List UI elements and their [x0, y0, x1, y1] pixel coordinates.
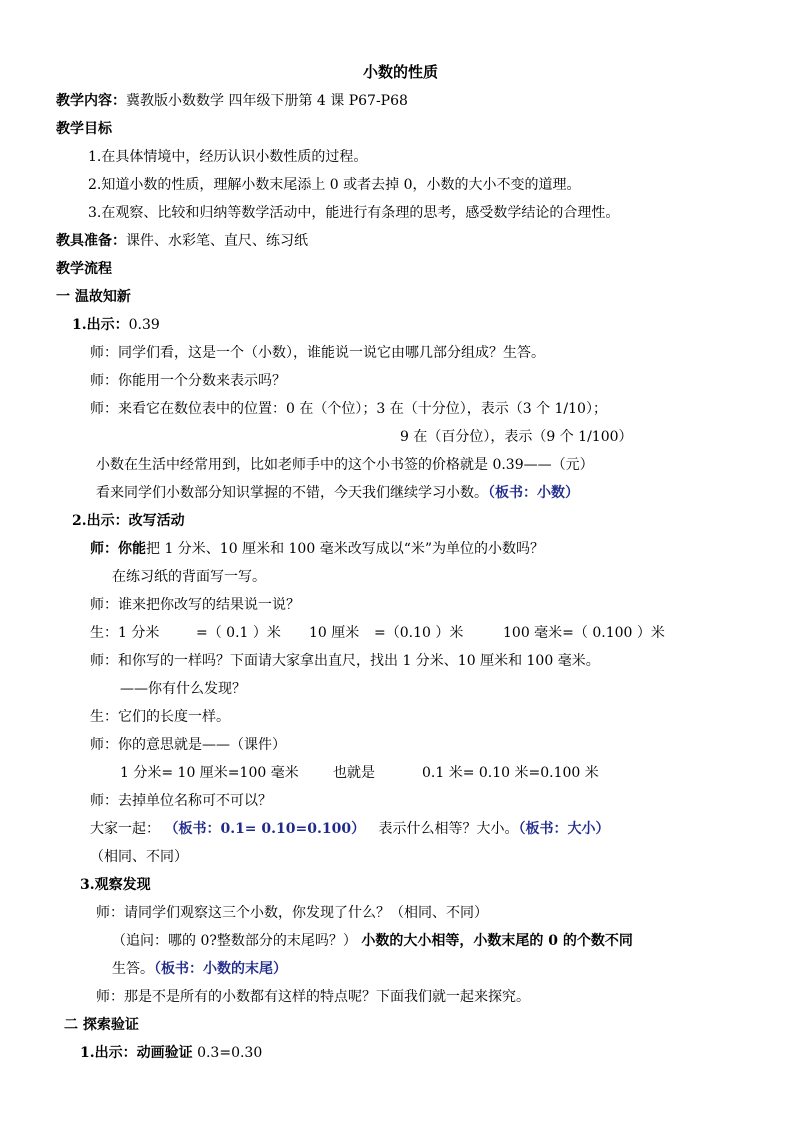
student-answer: =（0.10 ）米	[374, 625, 464, 641]
student-line-label: 生：1 分米	[90, 625, 160, 641]
flow-heading: 教学流程	[56, 261, 112, 277]
equation-connector: 也就是	[333, 765, 375, 781]
equation: 0.1 米= 0.10 米=0.100 米	[422, 765, 599, 781]
review-text: 看来同学们小数部分知识掌握的不错，今天我们继续学习小数。	[96, 485, 488, 501]
dialogue-line: 师：和你写的一样吗？下面请大家拿出直尺，找出 1 分米、10 厘米和 100 毫米。	[90, 653, 600, 669]
dialogue-line: 师：谁来把你改写的结果说一说？	[90, 597, 300, 613]
goal-item: 2.知道小数的性质，理解小数末尾添上 0 或者去掉 0，小数的大小不变的道理。	[88, 177, 581, 193]
content-label: 教学内容：	[56, 93, 126, 109]
dialogue-line	[90, 539, 544, 559]
tools-line	[56, 231, 308, 251]
content-line	[56, 91, 408, 111]
ask-prefix: 师：你能	[90, 541, 146, 557]
together-text: 大家一起：	[90, 821, 160, 837]
student-answer: =（ 0.1 ）米	[196, 625, 281, 641]
dialogue-line: ——你有什么发现？	[120, 681, 246, 697]
dialogue-line	[112, 959, 287, 979]
section-heading: 二 探索验证	[64, 1017, 139, 1033]
board-note: （板书：0.1= 0.10=0.100）	[164, 821, 366, 837]
board-note: （板书：大小）	[518, 821, 610, 837]
dialogue-line: 师：你能用一个分数来表示吗？	[90, 373, 286, 389]
dialogue-line: （相同、不同）	[90, 849, 188, 865]
dialogue-line: 师：你的意思就是——（课件）	[90, 737, 286, 753]
section-heading: 一 温故知新	[56, 289, 131, 305]
student-answer: 生答。	[112, 961, 154, 977]
item-label: 1.出示：	[72, 317, 129, 333]
student-answer: 100 毫米=（ 0.100 ）米	[503, 625, 665, 641]
equation: 1 分米= 10 厘米=100 毫米	[120, 765, 299, 781]
together-question: 表示什么相等？大小。	[378, 821, 519, 837]
item-heading: 3.观察发现	[80, 877, 151, 893]
tools-text: 课件、水彩笔、直尺、练习纸	[126, 233, 308, 249]
item-heading: 2.出示：改写活动	[72, 513, 185, 529]
item-line	[72, 315, 160, 335]
dialogue-line: 师：去掉单位名称可不可以？	[90, 793, 272, 809]
item-text: 0.39	[128, 317, 160, 333]
board-note: （板书：小数的末尾）	[154, 961, 287, 977]
content-text: 冀教版小数数学 四年级下册第 4 课 P67-P68	[126, 93, 408, 109]
student-answer: 10 厘米	[309, 625, 360, 641]
page-title: 小数的性质	[363, 63, 439, 81]
item-line	[80, 1043, 262, 1063]
ask-text: 把 1 分米、10 厘米和 100 毫米改写成以“米”为单位的小数吗？	[146, 541, 545, 557]
dialogue-line	[90, 819, 609, 839]
dialogue-line: 师：同学们看，这是一个（小数），谁能说一说它由哪几部分组成？生答。	[90, 345, 545, 361]
goal-item: 3.在观察、比较和归纳等数学活动中，能进行有条理的思考，感受数学结论的合理性。	[88, 205, 620, 221]
goal-item: 1.在具体情境中，经历认识小数性质的过程。	[88, 149, 368, 165]
tools-label: 教具准备：	[56, 233, 126, 249]
item-label: 1.出示：动画验证	[80, 1045, 193, 1061]
dialogue-line: 师：来看它在数位表中的位置：0 在（个位）；3 在（十分位），表示（3 个 1/10）；	[90, 401, 607, 417]
dialogue-line: 生：它们的长度一样。	[90, 709, 230, 725]
item-text: 0.3=0.30	[197, 1045, 263, 1061]
dialogue-line	[112, 931, 633, 951]
dialogue-line: 在练习纸的背面写一写。	[112, 569, 266, 585]
conclusion-text: 小数的大小相等，小数末尾的 0 的个数不同	[361, 933, 633, 949]
dialogue-line	[96, 483, 579, 503]
goals-heading: 教学目标	[56, 121, 112, 137]
dialogue-line: 小数在生活中经常用到，比如老师手中的这个小书签的价格就是 0.39——（元）	[96, 457, 594, 473]
dialogue-line: 师：请同学们观察这三个小数，你发现了什么？（相同、不同）	[96, 905, 488, 921]
dialogue-line: 师：那是不是所有的小数都有这样的特点呢？下面我们就一起来探究。	[96, 989, 530, 1005]
board-note: （板书：小数）	[488, 485, 579, 501]
dialogue-line: 9 在（百分位），表示（9 个 1/100）	[400, 429, 633, 445]
follow-up-question: （追问：哪的 0?整数部分的末尾吗？）	[112, 933, 357, 949]
